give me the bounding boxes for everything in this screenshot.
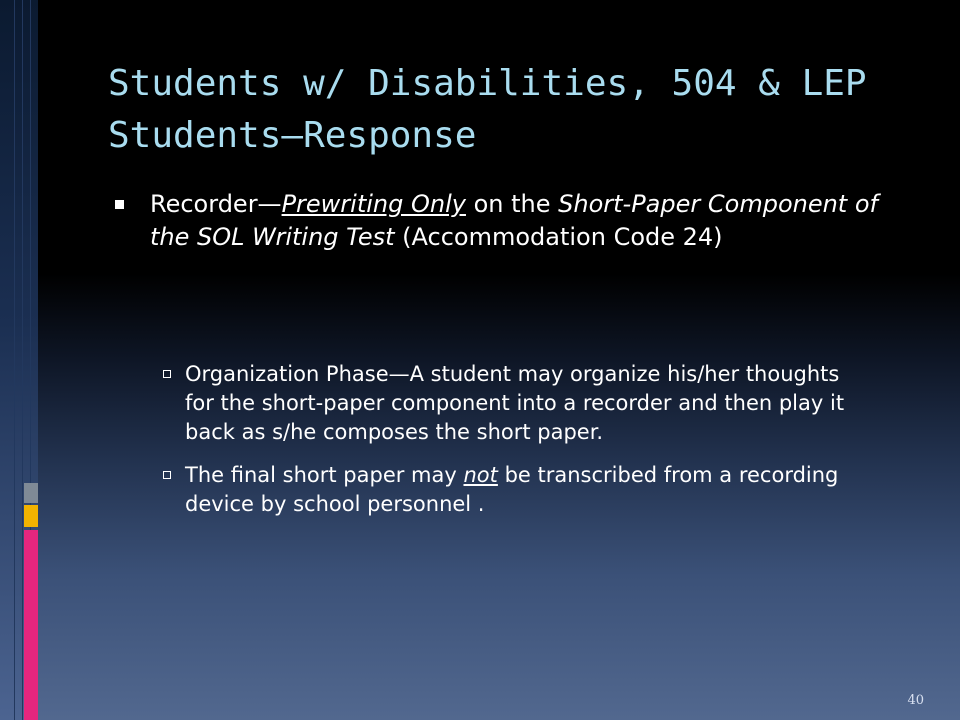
decor-magenta-block [24,530,38,720]
bullet-list [110,188,890,533]
component-name: Short-Paper Component of the SOL Writing Test [150,190,878,251]
hollow-square-bullet-icon [163,471,171,479]
hollow-square-bullet-icon [163,370,171,378]
bullet-recorder [110,188,890,254]
sub-bullet-text: Organization Phase—A student may organize his/her thoughts for the short-paper component into a recorder and then play it back as s/he composes the short paper. [185,362,845,444]
slide-title: Students w/ Disabilities, 504 & LEP Students—Response [108,63,867,156]
bullet-prefix: Recorder— [150,190,282,218]
prewriting-only-emphasis: Prewriting Only [281,190,466,218]
bullet-connector: on the [465,190,559,218]
decor-line [22,0,23,720]
decor-line [14,0,15,720]
square-bullet-icon [115,200,124,209]
page-number: 40 [907,693,924,708]
accommodation-code: (Accommodation Code 24) [394,223,723,251]
sub-bullet-transcription [130,461,850,519]
sub-bullet-text-end: be transcribed from a recording device by school personnel . [185,463,839,516]
not-emphasis: not [463,463,498,487]
decor-yellow-block [24,505,38,527]
sub-bullet-list [130,360,850,519]
sub-bullet-organization [130,360,850,447]
decor-gray-block [24,483,38,503]
sub-bullet-text: The final short paper may [185,463,464,487]
